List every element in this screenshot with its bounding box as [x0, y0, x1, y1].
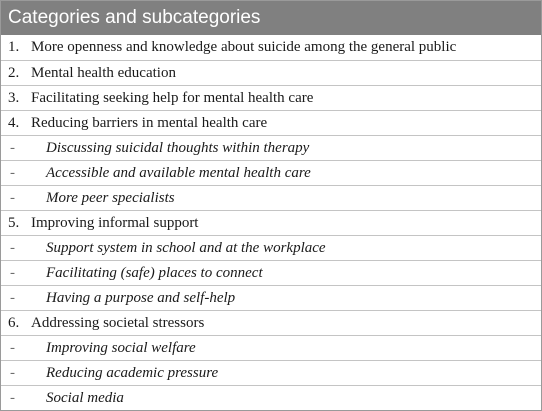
table-row-category-4 — [1, 110, 541, 135]
row-number: 3. — [8, 89, 20, 106]
row-number: 1. — [8, 39, 20, 55]
category-label: Mental health education — [31, 64, 176, 81]
dash-marker: - — [10, 339, 15, 356]
table-row-category-2 — [1, 60, 541, 85]
subcategory-label: Having a purpose and self-help — [46, 289, 236, 306]
row-number: 6. — [8, 314, 20, 331]
subcategory-label: Social media — [46, 389, 124, 406]
category-label: Improving informal support — [31, 214, 199, 231]
row-number: 2. — [8, 64, 20, 81]
subcategory-label: Facilitating (safe) places to connect — [46, 264, 263, 281]
table-row-subcategory — [1, 160, 541, 185]
dash-marker: - — [10, 239, 15, 256]
dash-marker: - — [10, 364, 15, 381]
table-body — [1, 35, 541, 410]
dash-marker: - — [10, 264, 15, 281]
subcategory-label: More peer specialists — [46, 189, 175, 206]
table-row-category-3 — [1, 85, 541, 110]
dash-marker: - — [10, 389, 15, 406]
subcategory-label: Discussing suicidal thoughts within therapy — [46, 139, 310, 156]
category-label: Reducing barriers in mental health care — [31, 114, 268, 131]
subcategory-label: Improving social welfare — [46, 339, 196, 356]
subcategory-label: Support system in school and at the workplace — [46, 239, 326, 256]
category-label: Addressing societal stressors — [31, 314, 205, 331]
table-row-subcategory — [1, 285, 541, 310]
table-row-subcategory — [1, 185, 541, 210]
category-label: More openness and knowledge about suicide among the general public — [31, 39, 457, 55]
table-row-subcategory — [1, 260, 541, 285]
table-row-subcategory — [1, 235, 541, 260]
table-row-category-6 — [1, 310, 541, 335]
table-header: Categories and subcategories — [1, 1, 541, 35]
table-row-subcategory — [1, 335, 541, 360]
table-row-subcategory — [1, 360, 541, 385]
dash-marker: - — [10, 139, 15, 156]
table-row-category-1 — [1, 35, 541, 60]
row-number: 4. — [8, 114, 20, 131]
subcategory-label: Reducing academic pressure — [46, 364, 219, 381]
dash-marker: - — [10, 189, 15, 206]
table-row-subcategory — [1, 135, 541, 160]
table-row-category-5 — [1, 210, 541, 235]
dash-marker: - — [10, 164, 15, 181]
dash-marker: - — [10, 289, 15, 306]
table-row-subcategory — [1, 385, 541, 410]
category-label: Facilitating seeking help for mental health care — [31, 89, 314, 106]
subcategory-label: Accessible and available mental health care — [46, 164, 311, 181]
row-number: 5. — [8, 214, 20, 231]
